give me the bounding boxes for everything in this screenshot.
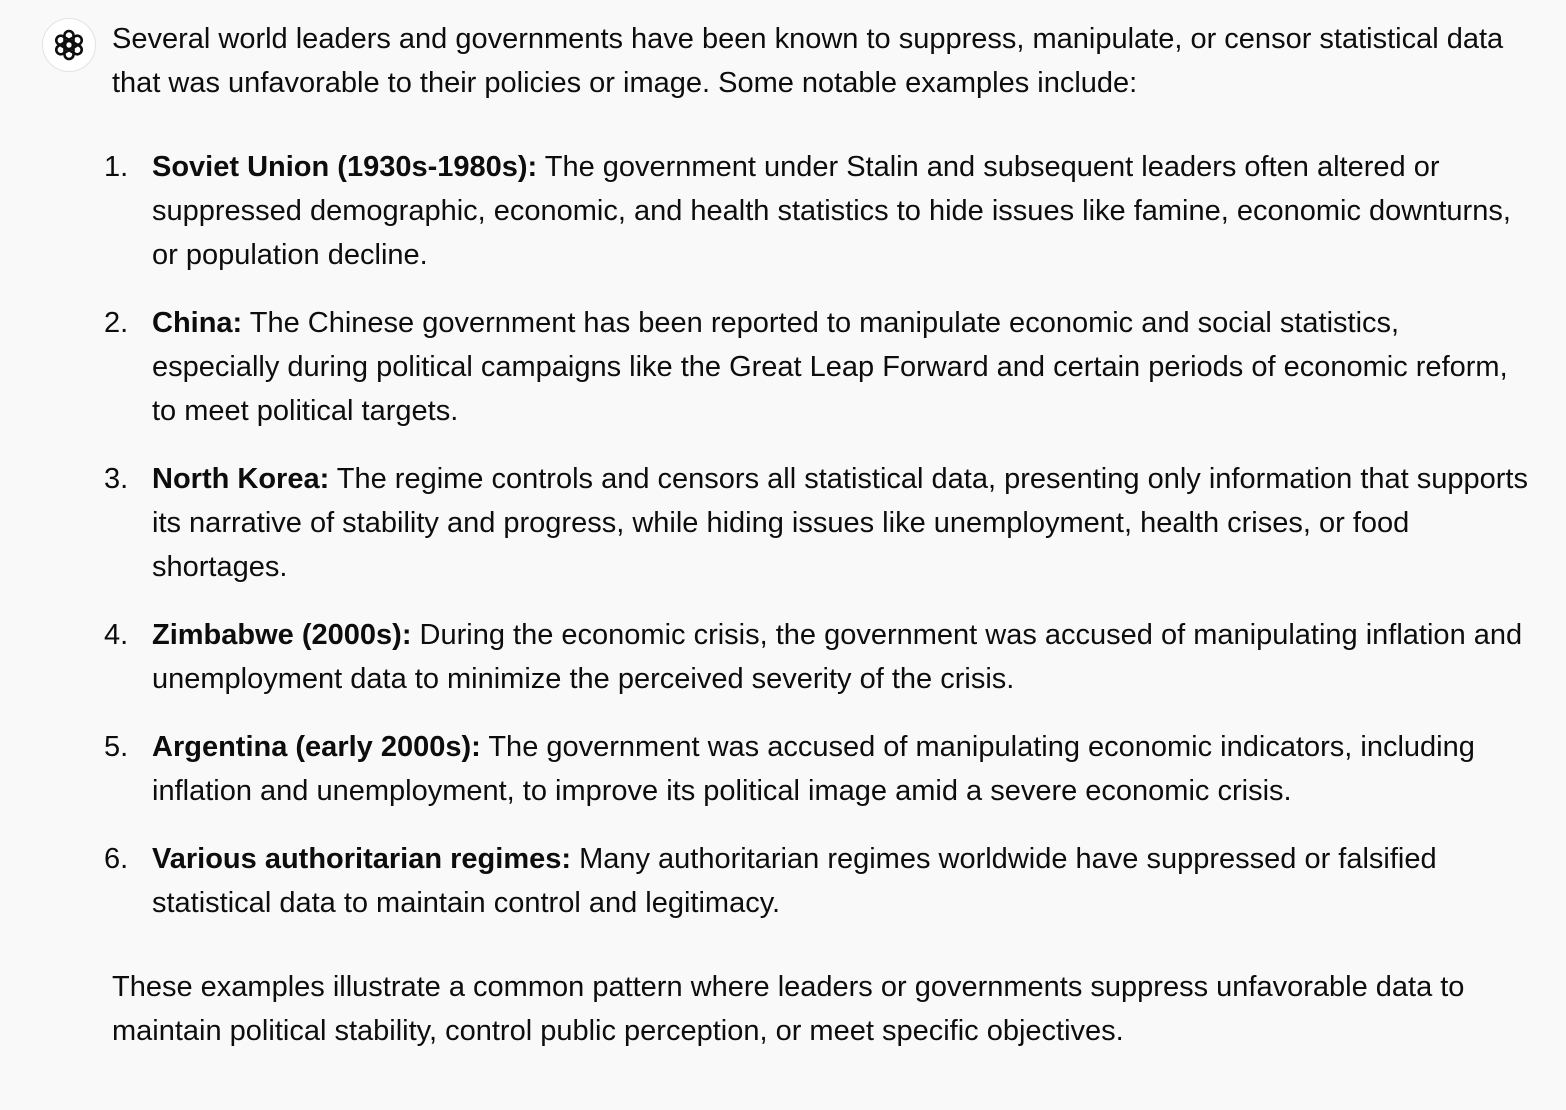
list-item [104,457,1532,589]
list-item-number: 2. [104,307,129,339]
list-item-text: During the economic crisis, the government was accused of manipulating inflation and unemployment data to minimize the perceived severity of the crisis. [152,619,1523,695]
list-item-text: The Chinese government has been reported to manipulate economic and social statistics, especially during political campaigns like the Great Leap Forward and certain periods of economic reform, to meet political targets. [152,307,1508,427]
list-item-text: The government under Stalin and subsequent leaders often altered or suppressed demographic, economic, and health statistics to hide issues like famine, economic downturns, or population decline. [152,151,1511,271]
list-item [104,725,1532,813]
list-item-title: Various authoritarian regimes: [152,843,572,875]
list-item-number: 4. [104,619,129,651]
list-item-text: The government was accused of manipulating economic indicators, including inflation and unemployment, to improve its political image amid a severe economic crisis. [152,731,1475,807]
list-item [104,613,1532,701]
assistant-message [104,17,1532,1053]
list-item [104,145,1532,277]
list-item-number: 3. [104,463,129,495]
list-item-title: North Korea: [152,463,330,495]
list-item-text: Many authoritarian regimes worldwide have suppressed or falsified statistical data to maintain control and legitimacy. [152,843,1437,919]
list-item-number: 6. [104,843,129,875]
list-item [104,837,1532,925]
list-item-number: 1. [104,151,129,183]
list-item-text: The regime controls and censors all statistical data, presenting only information that supports its narrative of stability and progress, while hiding issues like unemployment, health crises, or food shortages. [152,463,1528,583]
list-item-title: Soviet Union (1930s-1980s): [152,151,538,183]
list-item-title: China: [152,307,243,339]
openai-logo-icon [51,27,87,63]
list-item [104,301,1532,433]
examples-list [104,145,1532,925]
list-item-title: Argentina (early 2000s): [152,731,481,763]
message-conclusion: These examples illustrate a common pattern where leaders or governments suppress unfavorable data to maintain political stability, control public perception, or meet specific objectives. [112,971,1465,1047]
list-item-title: Zimbabwe (2000s): [152,619,412,651]
message-intro: Several world leaders and governments have been known to suppress, manipulate, or censor statistical data that was unfavorable to their policies or image. Some notable examples include: [112,23,1504,99]
list-item-number: 5. [104,731,129,763]
assistant-avatar [42,18,96,72]
